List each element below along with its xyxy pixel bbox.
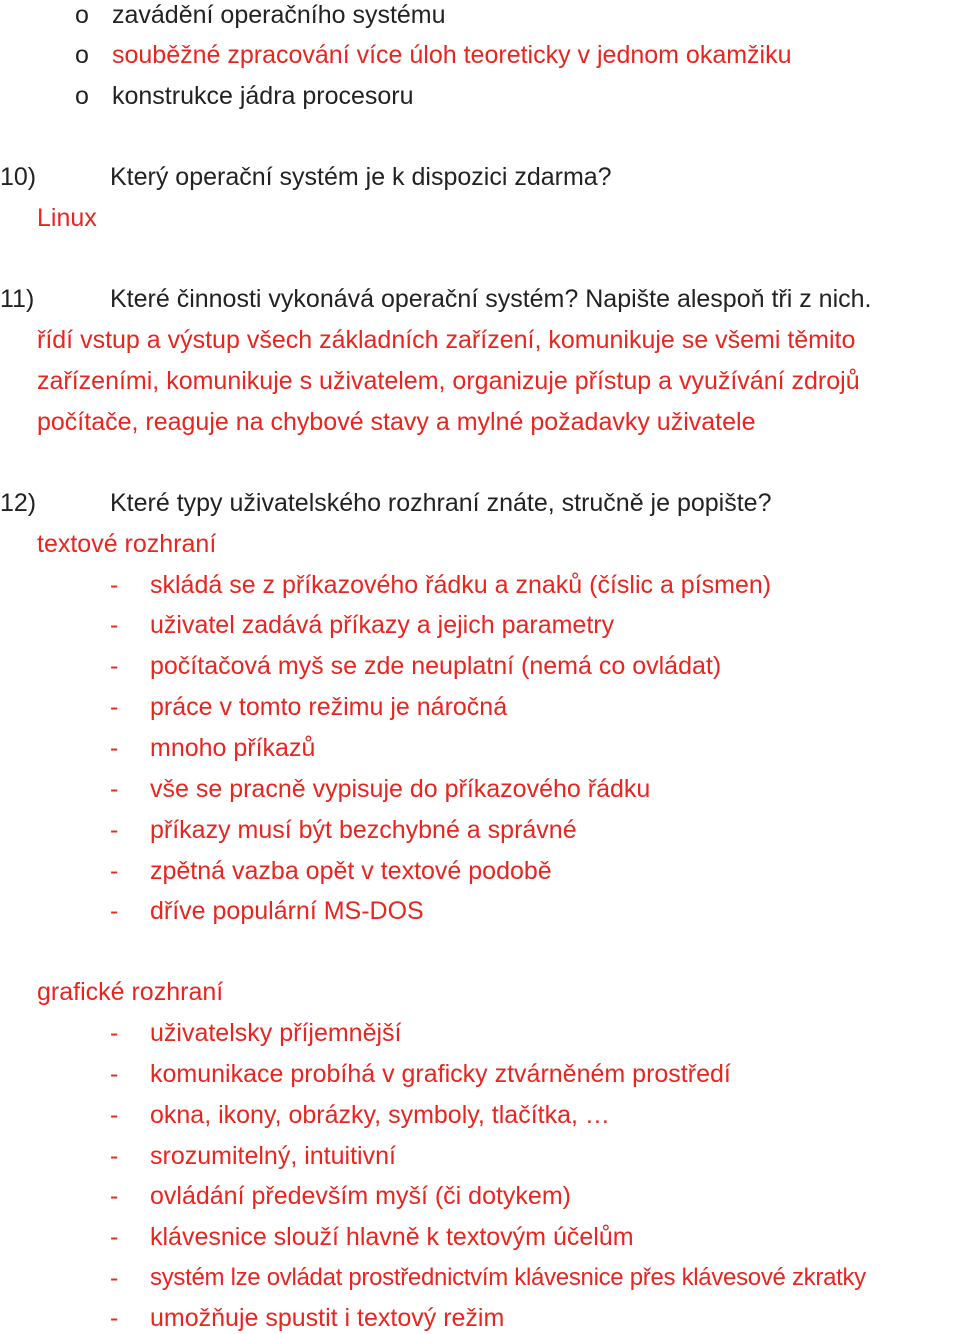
- question-number: 11): [0, 285, 35, 313]
- question-number: 10): [0, 163, 37, 191]
- list-item-text: souběžné zpracování více úloh teoreticky v jednom okamžiku: [112, 41, 792, 69]
- dash-marker: -: [110, 1182, 119, 1210]
- list-item-text: uživatelsky příjemnější: [150, 1019, 402, 1047]
- answer-text: Linux: [37, 204, 97, 232]
- bullet-marker: o: [75, 41, 89, 69]
- answer-line: počítače, reaguje na chybové stavy a mylné požadavky uživatele: [37, 408, 756, 436]
- list-item-text: komunikace probíhá v graficky ztvárněném prostředí: [150, 1060, 731, 1088]
- question-text: Které činnosti vykonává operační systém? Napište alespoň tři z nich.: [110, 285, 872, 313]
- list-item-text: ovládání především myší (či dotykem): [150, 1182, 571, 1210]
- list-item-text: konstrukce jádra procesoru: [112, 82, 414, 110]
- list-item-text: systém lze ovládat prostřednictvím klávesnice přes klávesové zkratky: [150, 1264, 866, 1291]
- dash-marker: -: [110, 571, 119, 599]
- list-item-text: skládá se z příkazového řádku a znaků (číslic a písmen): [150, 571, 772, 599]
- list-item-text: okna, ikony, obrázky, symboly, tlačítka, …: [150, 1101, 610, 1129]
- list-item-text: vše se pracně vypisuje do příkazového řádku: [150, 775, 651, 803]
- dash-marker: -: [110, 734, 119, 762]
- section-heading-graphic-ui: grafické rozhraní: [37, 978, 224, 1006]
- dash-marker: -: [110, 611, 119, 639]
- dash-marker: -: [110, 1304, 119, 1332]
- dash-marker: -: [110, 897, 119, 925]
- answer-line: zařízeními, komunikuje s uživatelem, organizuje přístup a využívání zdrojů: [37, 367, 860, 395]
- bullet-marker: o: [75, 82, 89, 110]
- list-item-text: uživatel zadává příkazy a jejich parametry: [150, 611, 615, 639]
- question-text: Které typy uživatelského rozhraní znáte, stručně je popište?: [110, 489, 772, 517]
- dash-marker: -: [110, 1142, 119, 1170]
- list-item-text: dříve populární MS-DOS: [150, 897, 424, 925]
- dash-marker: -: [110, 1264, 119, 1292]
- bullet-marker: o: [75, 1, 89, 29]
- list-item-text: umožňuje spustit i textový režim: [150, 1304, 505, 1332]
- list-item-text: zavádění operačního systému: [112, 1, 446, 29]
- list-item-text: zpětná vazba opět v textové podobě: [150, 857, 552, 885]
- list-item-text: příkazy musí být bezchybné a správné: [150, 816, 577, 844]
- list-item-text: mnoho příkazů: [150, 734, 316, 762]
- dash-marker: -: [110, 1223, 119, 1251]
- dash-marker: -: [110, 857, 119, 885]
- dash-marker: -: [110, 693, 119, 721]
- list-item-text: počítačová myš se zde neuplatní (nemá co ovládat): [150, 652, 722, 680]
- list-item-text: práce v tomto režimu je náročná: [150, 693, 508, 721]
- section-heading-text-ui: textové rozhraní: [37, 530, 217, 558]
- dash-marker: -: [110, 1101, 119, 1129]
- dash-marker: -: [110, 1019, 119, 1047]
- question-number: 12): [0, 489, 37, 517]
- dash-marker: -: [110, 816, 119, 844]
- dash-marker: -: [110, 775, 119, 803]
- list-item-text: klávesnice slouží hlavně k textovým účelům: [150, 1223, 634, 1251]
- dash-marker: -: [110, 652, 119, 680]
- list-item-text: srozumitelný, intuitivní: [150, 1142, 396, 1170]
- answer-line: řídí vstup a výstup všech základních zařízení, komunikuje se všemi těmito: [37, 326, 856, 354]
- question-text: Který operační systém je k dispozici zdarma?: [110, 163, 612, 191]
- dash-marker: -: [110, 1060, 119, 1088]
